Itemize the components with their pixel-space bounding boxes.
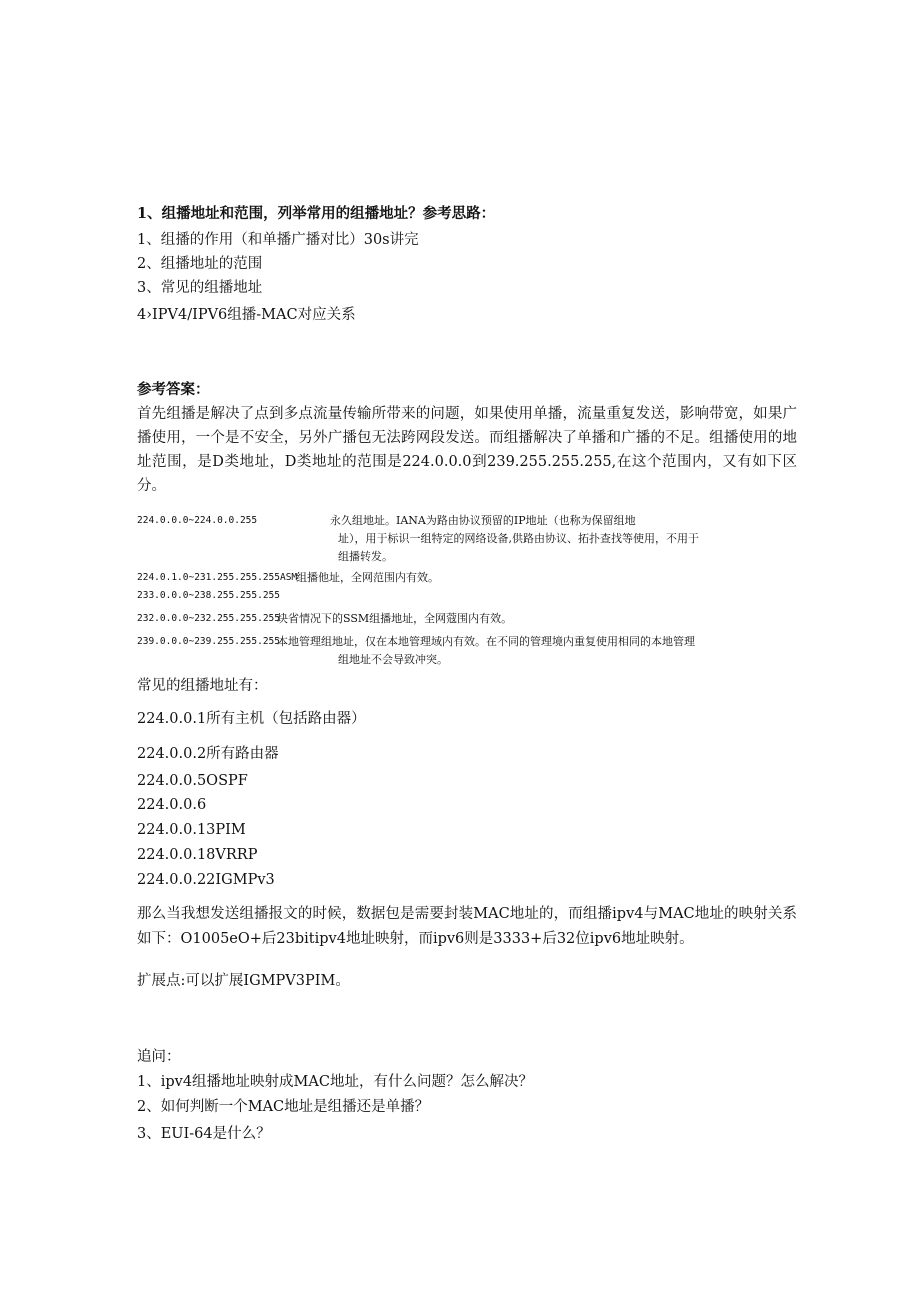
- range-label: 224.0.0.0~224.0.0.255: [137, 515, 258, 526]
- range-desc: 组播他址，全网范围内有效。: [296, 571, 439, 584]
- common-address: 224.0.0.5OSPF: [137, 773, 248, 789]
- hint-item: 2、组播地址的范围: [137, 256, 263, 272]
- range-desc: 块省情况下的SSM组播地址，全网蔻围内有效。: [277, 612, 513, 625]
- mac-mapping-text: 那么当我想发送组播报文的时候，数据包是需要封装MAC地址的，而组播ipv4与MAC地址的映射关系如下：O1005eO+后23bitipv4地址映射，而ipv6则是3333+后32位ipv6地址映射。: [137, 906, 797, 947]
- hint-item: 1、组播的作用（和单播广播对比）30s讲完: [137, 232, 419, 248]
- hint-item: 4›IPV4/IPV6组播-MAC对应关系: [137, 307, 356, 323]
- range-label: 232.0.0.0~232.255.255.255: [137, 613, 280, 624]
- common-address: 224.0.0.1所有主机（包括路由器）: [137, 711, 366, 727]
- answer-intro: 首先组播是解决了点到多点流量传输所带来的问题，如果使用单播，流量重复发送，影响带宽，如果广播使用，一个是不安全，另外广播包无法跨网段发送。而组播解决了单播和广播的不足。组播使用的地址范围，是D类地址，D类地址的范围是224.0.0.0到239.255.255.255,在这个范围内，又有如下区分。: [137, 406, 797, 494]
- range-label: 224.0.1.0~231.255.255.255ASM: [137, 572, 298, 583]
- common-heading: 常见的组播地址有：: [137, 678, 268, 694]
- range-label: 233.0.0.0~238.255.255.255: [137, 590, 280, 601]
- range-desc: 组地址不会导致冲突。: [338, 653, 448, 666]
- range-desc: 址），用于标识一组特定的网络设备,供路由协议、拓扑查找等使用，不用于: [338, 532, 699, 545]
- followup-item: 3、EUI-64是什么？: [137, 1126, 271, 1142]
- followup-item: 2、如何判断一个MAC地址是组播还是单播？: [137, 1099, 430, 1115]
- question-title: 1、组播地址和范围，列举常用的组播地址？参考思路：: [137, 205, 496, 222]
- range-desc: 组播转发。: [338, 550, 393, 563]
- followup-item: 1、ipv4组播地址映射成MAC地址，有什么问题？怎么解决？: [137, 1074, 533, 1090]
- common-address: 224.0.0.22IGMPv3: [137, 872, 275, 888]
- common-address: 224.0.0.13PIM: [137, 822, 246, 838]
- extension-text: 扩展点:可以扩展IGMPV3PIM。: [137, 973, 350, 989]
- hint-item: 3、常见的组播地址: [137, 280, 263, 296]
- answer-heading: 参考答案：: [137, 381, 210, 398]
- range-desc: 永久组地址。IANA为路由协议预留的IP地址（也称为保留组地: [330, 514, 636, 527]
- common-address: 224.0.0.18VRRP: [137, 847, 258, 863]
- range-label: 239.0.0.0~239.255.255.255: [137, 636, 280, 647]
- common-address: 224.0.0.6: [137, 797, 207, 813]
- followup-heading: 追问：: [137, 1049, 181, 1065]
- range-desc: 本地管理组地址，仅在本地管理域内有效。在不同的管理境内重复使用相同的本地管理: [277, 635, 695, 648]
- common-address: 224.0.0.2所有路由器: [137, 746, 279, 762]
